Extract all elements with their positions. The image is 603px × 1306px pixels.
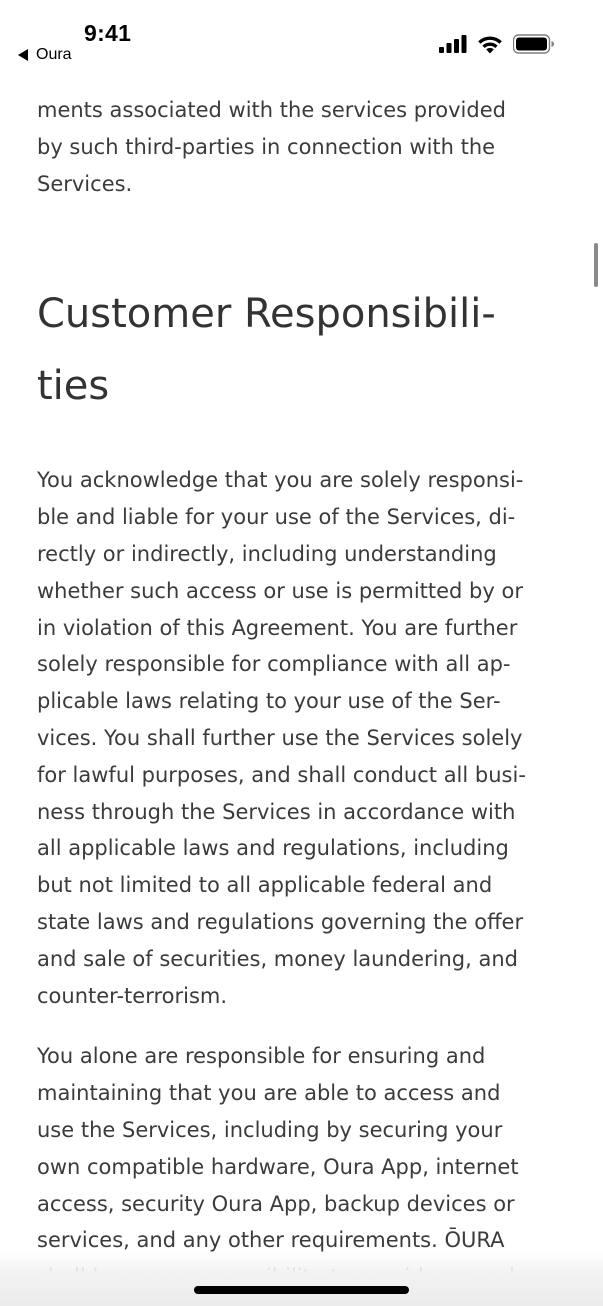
back-to-app-button[interactable]	[18, 46, 72, 64]
home-indicator[interactable]	[194, 1286, 409, 1294]
cellular-signal-icon	[439, 35, 467, 53]
paragraph-access: You alone are responsible for ensuring and maintaining that you are able to access and use the Services, including by securing your own compatible hardware, Oura App, internet access, security Oura App, backup devices or services, and any other requirements. ŌURA	[37, 1044, 519, 1253]
back-arrow-icon	[18, 49, 28, 61]
wifi-icon	[477, 35, 503, 54]
bottom-fade-bar	[0, 1252, 603, 1306]
status-time: 9:41	[84, 20, 132, 46]
status-bar	[0, 0, 603, 80]
paragraph-responsibility: You acknowledge that you are solely responsi- ble and liable for your use of the Services, di- rectly or indirectly, including understanding whether such access or use is permitted by or in violation of this Agreement. You are further solely responsible for compliance with all ap- plicable laws relating to your use of the Ser- vices. You shall further use the Services solely for lawful purposes, and shall conduct all busi- ness through the Services in accordance with all applicable laws and regulations, including but not limited to all applicable federal and state laws and regulations governing the offer and sale of securities, money laundering, and counter-terrorism.	[37, 468, 526, 1008]
battery-icon	[513, 34, 555, 54]
section-heading: Customer Responsibili- ties	[37, 291, 496, 410]
article-content	[37, 92, 577, 1296]
intro-paragraph: ments associated with the services provided by such third-parties in connection with the Services.	[37, 98, 506, 196]
status-icons	[439, 34, 555, 54]
scroll-indicator[interactable]	[594, 243, 598, 287]
back-app-label: Oura	[36, 46, 72, 63]
